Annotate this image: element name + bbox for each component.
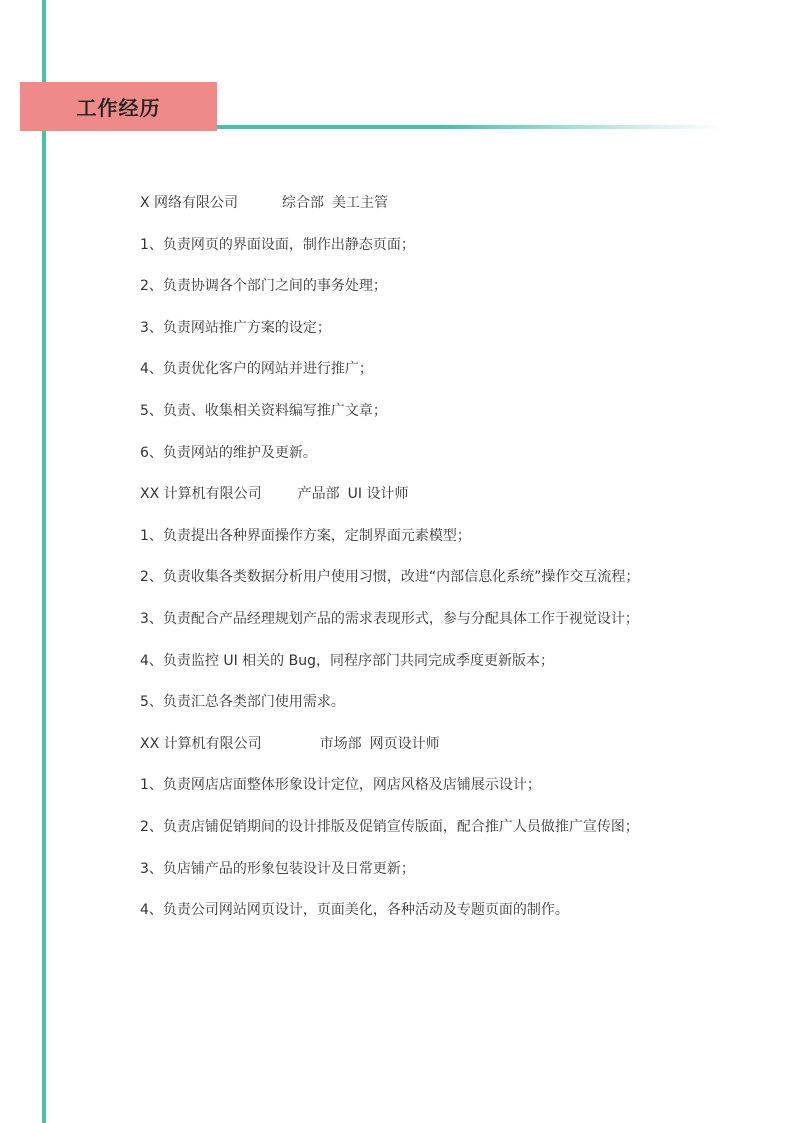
duty-item: 4、负责公司网站网页设计，页面美化，各种活动及专题页面的制作。 <box>140 902 569 919</box>
company-name: XX 计算机有限公司 <box>140 486 262 503</box>
duty-item: 2、负责收集各类数据分析用户使用习惯，改进“内部信息化系统”操作交互流程； <box>140 569 640 586</box>
duty-item: 5、负责、收集相关资料编写推广文章； <box>140 402 387 419</box>
position: UI 设计师 <box>347 486 409 503</box>
duty-item: 5、负责汇总各类部门使用需求。 <box>140 694 345 711</box>
duty-item: 4、负责监控 UI 相关的 Bug，同程序部门共同完成季度更新版本； <box>140 652 554 669</box>
company-name: X 网络有限公司 <box>140 195 239 211</box>
position: 美工主管 <box>332 195 389 211</box>
department: 综合部 <box>282 195 325 211</box>
duty-item: 3、负店铺产品的形象包装设计及日常更新； <box>140 860 415 877</box>
duty-item: 2、负责协调各个部门之间的事务处理； <box>140 278 387 295</box>
duty-item: 4、负责优化客户的网站并进行推广； <box>140 361 373 378</box>
duty-item: 1、负责提出各种界面操作方案，定制界面元素模型； <box>140 527 471 544</box>
left-accent-line <box>42 0 46 1123</box>
work-experience-content <box>140 191 760 940</box>
job-heading <box>140 732 760 774</box>
company-name: XX 计算机有限公司 <box>140 735 262 752</box>
duty-item: 3、负责网站推广方案的设定； <box>140 319 331 336</box>
duty-item: 6、负责网站的维护及更新。 <box>140 444 317 461</box>
duty-item: 1、负责网店店面整体形象设计定位，网店风格及店铺展示设计； <box>140 777 541 794</box>
duty-item: 3、负责配合产品经理规划产品的需求表现形式，参与分配具体工作于视觉设计； <box>140 610 639 627</box>
department: 产品部 <box>297 486 340 503</box>
job-heading <box>140 482 760 524</box>
job-heading <box>140 191 760 233</box>
department: 市场部 <box>319 735 362 752</box>
duty-item: 2、负责店铺促销期间的设计排版及促销宣传版面，配合推广人员做推广宣传图； <box>140 818 639 835</box>
section-title: 工作经历 <box>76 96 161 120</box>
section-header <box>20 82 217 131</box>
duty-item: 1、负责网页的界面设面，制作出静态页面； <box>140 236 415 253</box>
position: 网页设计师 <box>369 735 440 752</box>
section-header-underline <box>217 125 722 129</box>
